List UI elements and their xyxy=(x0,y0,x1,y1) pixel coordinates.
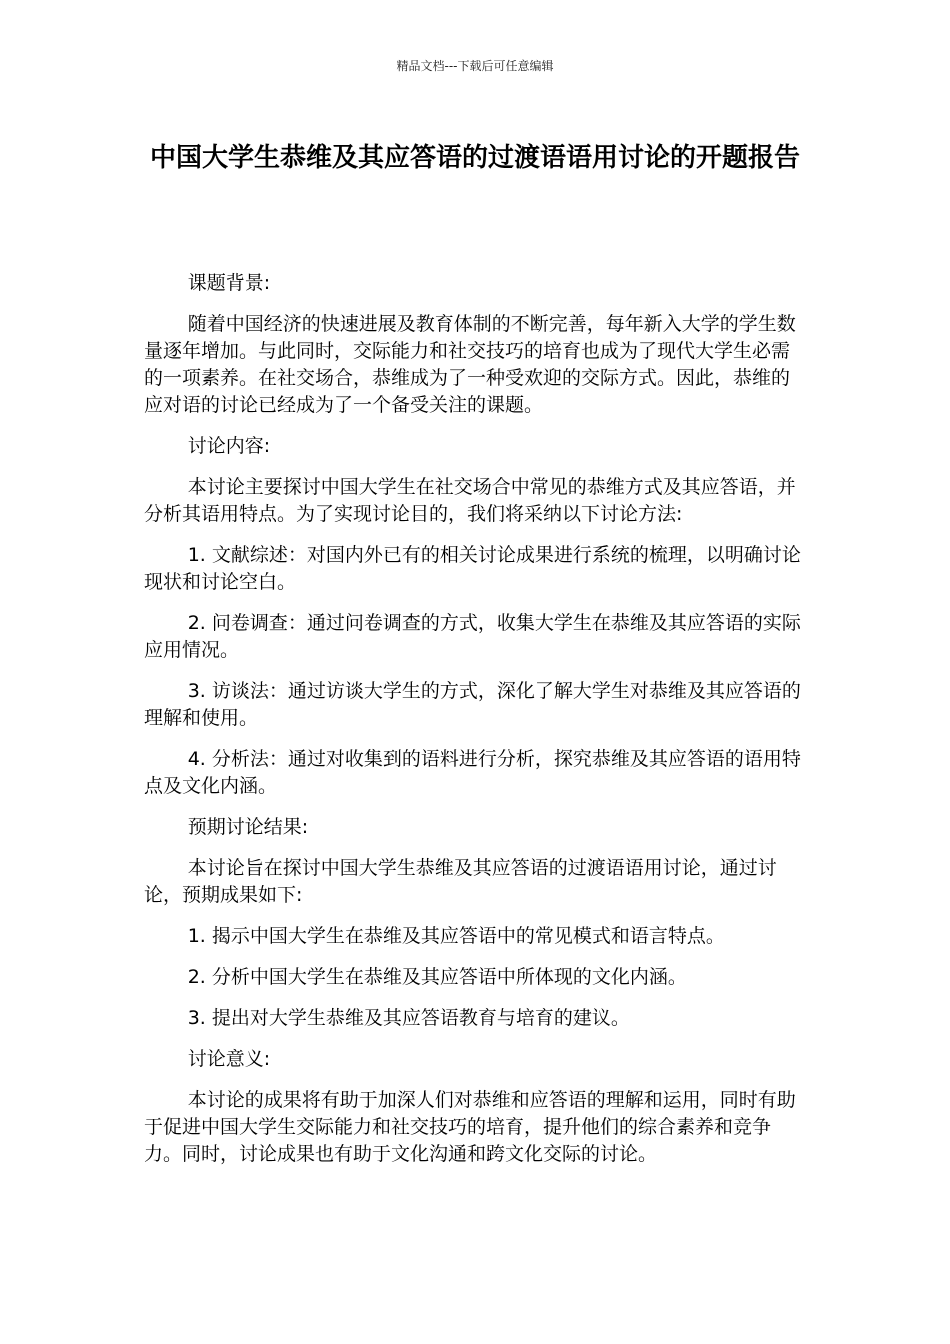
section-heading-significance: 讨论意义: xyxy=(187,1048,271,1070)
section-heading-expected-results: 预期讨论结果: xyxy=(187,816,309,838)
paragraph-content: 本讨论主要探讨中国大学生在社交场合中常见的恭维方式及其应答语，并分析其语用特点。为了实现讨论目的，我们将采纳以下讨论方法: xyxy=(144,476,796,525)
document-title: 中国大学生恭维及其应答语的过渡语语用讨论的开题报告 xyxy=(149,143,800,173)
method-item-analysis: 4. 分析法：通过对收集到的语料进行分析，探究恭维及其应答语的语用特点及文化内涵。 xyxy=(144,748,801,797)
section-heading-background: 课题背景: xyxy=(187,272,271,294)
result-item-suggestions: 3. 提出对大学生恭维及其应答语教育与培育的建议。 xyxy=(187,1007,630,1029)
document-body xyxy=(144,270,804,1182)
paragraph-background: 随着中国经济的快速进展及教育体制的不断完善，每年新入大学的学生数量逐年增加。与此同时，交际能力和社交技巧的培育也成为了现代大学生必需的一项素养。在社交场合，恭维成为了一种受欢迎的交际方式。因此，恭维的应对语的讨论已经成为了一个备受关注的课题。 xyxy=(144,313,796,416)
section-heading-content: 讨论内容: xyxy=(187,435,271,457)
method-item-literature-review: 1. 文献综述：对国内外已有的相关讨论成果进行系统的梳理，以明确讨论现状和讨论空白。 xyxy=(144,544,801,593)
method-item-questionnaire: 2. 问卷调查：通过问卷调查的方式，收集大学生在恭维及其应答语的实际应用情况。 xyxy=(144,612,801,661)
page-header-watermark: 精品文档---下载后可任意编辑 xyxy=(396,59,554,73)
paragraph-expected-results: 本讨论旨在探讨中国大学生恭维及其应答语的过渡语语用讨论，通过讨论，预期成果如下: xyxy=(144,857,777,906)
result-item-culture: 2. 分析中国大学生在恭维及其应答语中所体现的文化内涵。 xyxy=(187,966,687,988)
method-item-interview: 3. 访谈法：通过访谈大学生的方式，深化了解大学生对恭维及其应答语的理解和使用。 xyxy=(144,680,801,729)
result-item-patterns: 1. 揭示中国大学生在恭维及其应答语中的常见模式和语言特点。 xyxy=(187,925,725,947)
paragraph-significance: 本讨论的成果将有助于加深人们对恭维和应答语的理解和运用，同时有助于促进中国大学生交际能力和社交技巧的培育，提升他们的综合素养和竞争力。同时，讨论成果也有助于文化沟通和跨文化交际的讨论。 xyxy=(144,1089,796,1165)
